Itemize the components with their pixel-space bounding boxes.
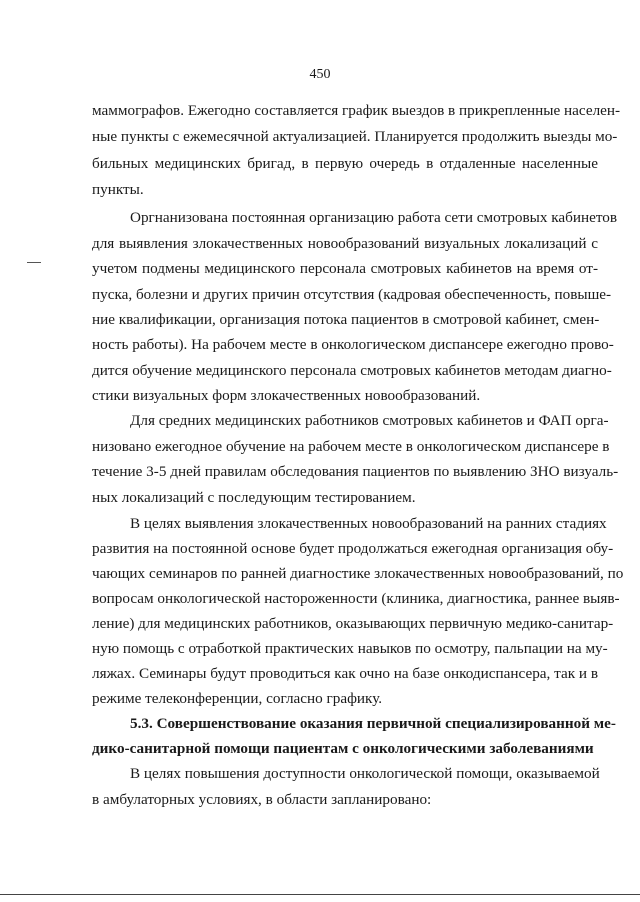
text-line: режиме телеконференции, согласно графику.	[92, 690, 383, 707]
text-line: маммографов. Ежегодно составляется график выездов в прикрепленные населен-	[92, 102, 621, 119]
text-line: развития на постоянной основе будет продолжаться ежегодная организация обу-	[92, 540, 614, 557]
text-line: течение 3-5 дней правилам обследования пациентов по выявлению ЗНО визуаль-	[92, 463, 619, 480]
text-line: в амбулаторных условиях, в области запланировано:	[92, 791, 432, 808]
text-line: учетом подмены медицинского персонала смотровых кабинетов на время от-	[92, 260, 598, 277]
text-line: Для средних медицинских работников смотровых кабинетов и ФАП орга-	[130, 412, 609, 429]
text-line: ных локализаций с последующим тестированием.	[92, 489, 416, 506]
text-line: ные пункты с ежемесячной актуализацией. Планируется продолжить выезды мо-	[92, 128, 618, 145]
text-line: чающих семинаров по ранней диагностике злокачественных новообразований, по	[92, 565, 624, 582]
text-line: В целях повышения доступности онкологической помощи, оказываемой	[130, 765, 600, 782]
text-line: ние квалификации, организация потока пациентов в смотровой кабинет, смен-	[92, 311, 600, 328]
page-number: 450	[309, 67, 331, 82]
text-line: низовано ежегодное обучение на рабочем месте в онкологическом диспансере в	[92, 438, 610, 455]
text-line: ляжах. Семинары будут проводиться как очно на базе онкодиспансера, так и в	[92, 665, 598, 682]
text-line: пуска, болезни и других причин отсутствия (кадровая обеспеченность, повыше-	[92, 286, 612, 303]
text-line: ность работы). На рабочем месте в онкологическом диспансере ежегодно прово-	[92, 336, 614, 353]
text-line: бильных медицинских бригад, в первую очередь в отдаленные населенные	[92, 155, 598, 172]
margin-mark	[27, 262, 41, 263]
text-line: Оргнанизована постоянная организацию работа сети смотровых кабинетов	[130, 209, 618, 226]
text-line: ную помощь с отработкой практических навыков по осмотру, пальпации на му-	[92, 640, 608, 657]
text-line: ление) для медицинских работников, оказывающих первичную медико-санитар-	[92, 615, 614, 632]
section-heading-line: дико-санитарной помощи пациентам с онкологическими заболеваниями	[92, 740, 594, 757]
text-line: дится обучение медицинского персонала смотровых кабинетов методам диагно-	[92, 362, 612, 379]
text-line: для выявления злокачественных новообразований визуальных локализаций с	[92, 235, 598, 252]
section-heading-line: 5.3. Совершенствование оказания первичной специализированной ме-	[130, 715, 616, 732]
scan-edge-line	[0, 894, 640, 895]
text-line: В целях выявления злокачественных новообразований на ранних стадиях	[130, 515, 607, 532]
text-line: вопросам онкологической настороженности (клиника, диагностика, раннее выяв-	[92, 590, 620, 607]
text-line: стики визуальных форм злокачественных новообразований.	[92, 387, 481, 404]
text-line: пункты.	[92, 181, 144, 198]
